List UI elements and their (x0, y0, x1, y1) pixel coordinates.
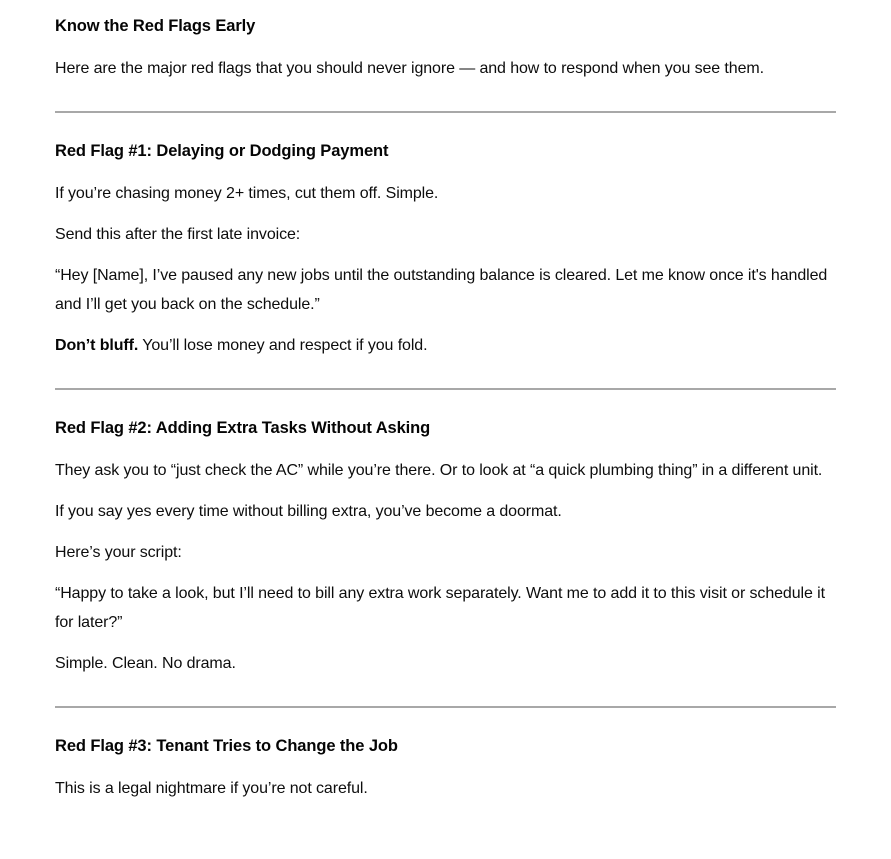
warning-rest-text: You’ll lose money and respect if you fold. (138, 337, 428, 354)
paragraph: This is a legal nightmare if you’re not careful. (55, 780, 368, 797)
paragraph: Simple. Clean. No drama. (55, 655, 236, 672)
section-divider (55, 388, 836, 390)
quote-paragraph: “Happy to take a look, but I’ll need to bill any extra work separately. Want me to add it to this visit or schedule it for later?” (55, 585, 825, 631)
paragraph: Send this after the first late invoice: (55, 226, 301, 243)
paragraph: If you’re chasing money 2+ times, cut them off. Simple. (55, 185, 439, 202)
section-heading-red-flag-2: Red Flag #2: Adding Extra Tasks Without Asking (55, 419, 431, 437)
article-document (55, 0, 836, 803)
intro-paragraph: Here are the major red flags that you should never ignore — and how to respond when you see them. (55, 60, 764, 77)
section-heading-red-flag-1: Red Flag #1: Delaying or Dodging Payment (55, 142, 389, 160)
section-divider (55, 111, 836, 113)
quote-paragraph: “Hey [Name], I’ve paused any new jobs until the outstanding balance is cleared. Let me know once it's handled and I’ll get you back on the schedule.” (55, 267, 828, 313)
article-heading-intro: Know the Red Flags Early (55, 17, 256, 35)
paragraph: Here’s your script: (55, 544, 182, 561)
section-divider (55, 706, 836, 708)
section-heading-red-flag-3: Red Flag #3: Tenant Tries to Change the Job (55, 737, 398, 755)
paragraph: If you say yes every time without billing extra, you’ve become a doormat. (55, 503, 562, 520)
paragraph: They ask you to “just check the AC” while you’re there. Or to look at “a quick plumbing thing” in a different unit. (55, 462, 823, 479)
warning-paragraph (55, 331, 836, 360)
warning-bold-text: Don’t bluff. (55, 337, 139, 354)
